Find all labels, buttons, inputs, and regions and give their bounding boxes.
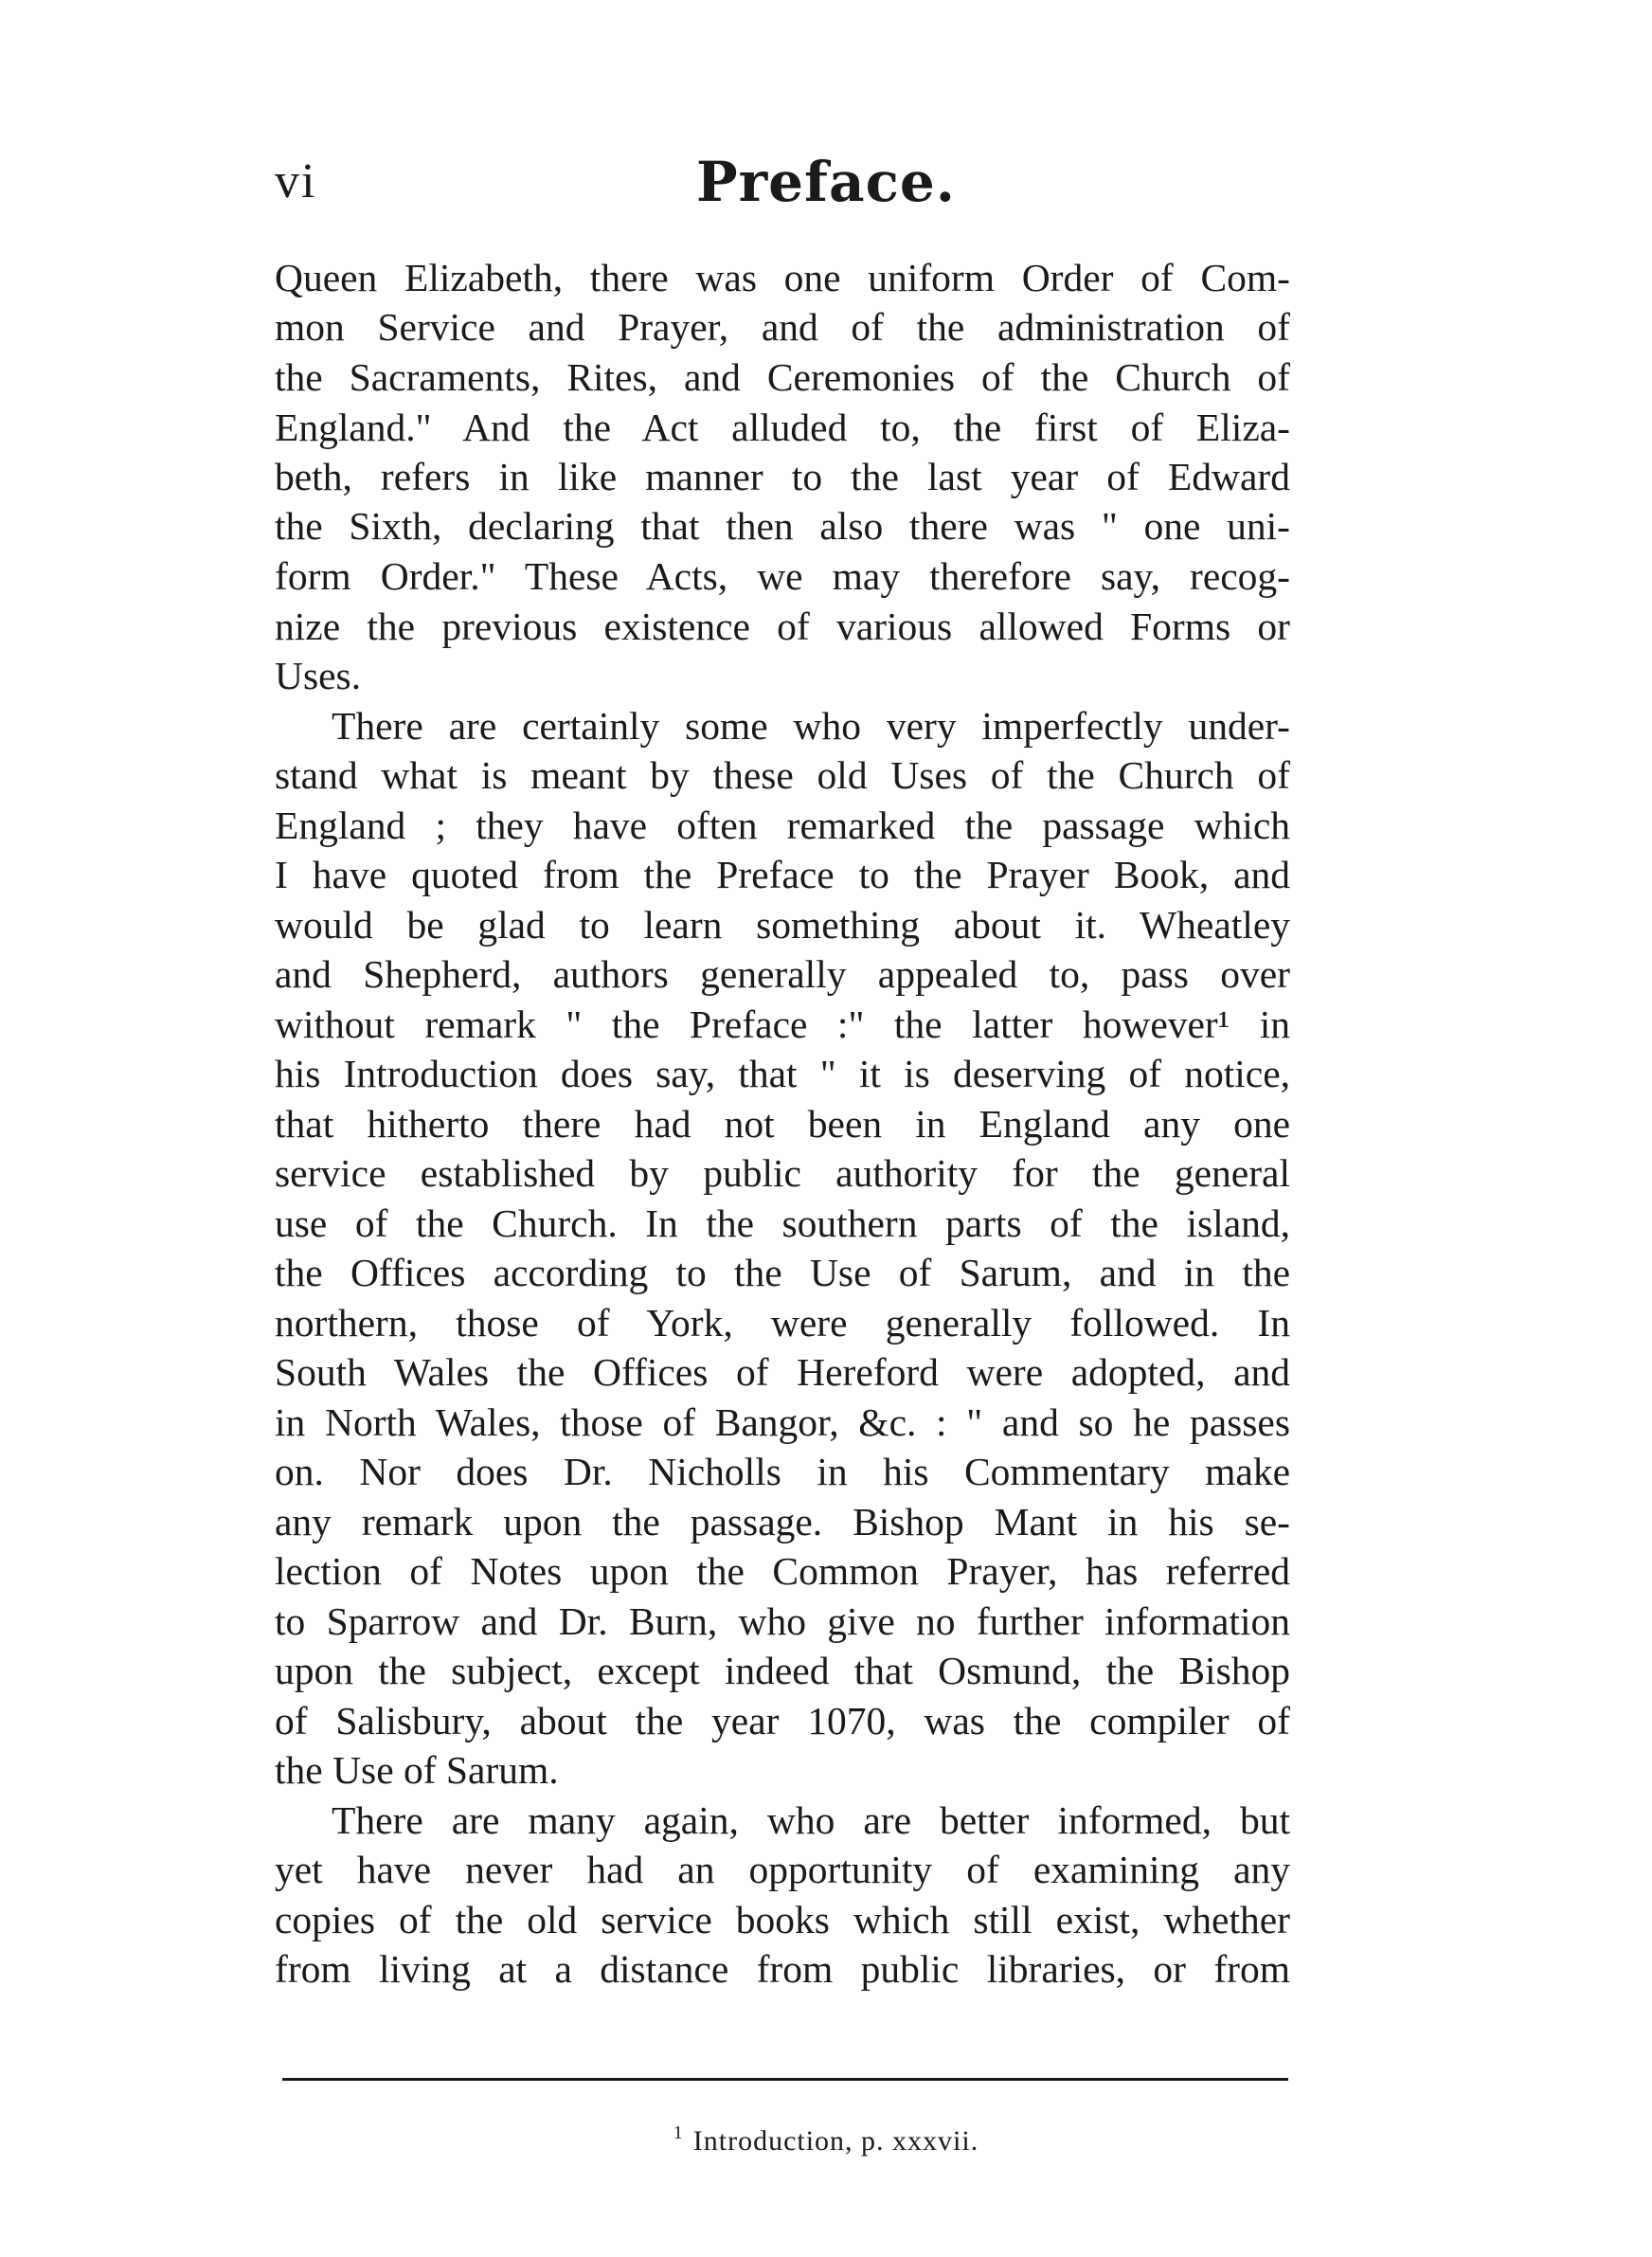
- text-line: on. Nor does Dr. Nicholls in his Commentary make: [275, 1450, 1290, 1493]
- running-title: Preface.: [695, 150, 956, 214]
- text-line: There are certainly some who very imperfectly under-: [332, 704, 1290, 748]
- text-line: copies of the old service books which still exist, whether: [275, 1898, 1290, 1941]
- text-line: any remark upon the passage. Bishop Mant in his se-: [275, 1500, 1290, 1544]
- footnote-marker: 1: [673, 2122, 684, 2143]
- text-line: England ; they have often remarked the passage which: [275, 803, 1290, 847]
- text-line: lection of Notes upon the Common Prayer, has referred: [275, 1549, 1290, 1593]
- footnote: [0, 2122, 1652, 2158]
- text-line: that hitherto there had not been in England any one: [275, 1102, 1290, 1146]
- text-line: form Order." These Acts, we may therefore say, recog-: [275, 554, 1290, 598]
- text-line: and Shepherd, authors generally appealed to, pass over: [275, 952, 1290, 996]
- text-line: beth, refers in like manner to the last year of Edward: [275, 455, 1290, 498]
- page-number: vi: [275, 154, 317, 208]
- text-line: use of the Church. In the southern parts of the island,: [275, 1201, 1290, 1245]
- text-line: northern, those of York, were generally followed. In: [275, 1301, 1290, 1345]
- text-line: in North Wales, those of Bangor, &c. : " and so he passes: [275, 1400, 1290, 1444]
- text-line: upon the subject, except indeed that Osmund, the Bishop: [275, 1649, 1290, 1692]
- text-line: There are many again, who are better informed, but: [332, 1798, 1290, 1842]
- text-line: without remark " the Preface :" the latter however¹ in: [275, 1002, 1290, 1046]
- text-line: nize the previous existence of various allowed Forms or: [275, 605, 1290, 648]
- text-line: South Wales the Offices of Hereford were adopted, and: [275, 1350, 1290, 1394]
- footnote-text: Introduction, p. xxxvii.: [692, 2125, 979, 2157]
- text-line: service established by public authority for the general: [275, 1151, 1290, 1195]
- text-line: to Sparrow and Dr. Burn, who give no further information: [275, 1599, 1290, 1643]
- footnote-divider: [282, 2078, 1288, 2081]
- text-line: England." And the Act alluded to, the first of Eliza-: [275, 406, 1290, 449]
- text-line: the Use of Sarum.: [275, 1748, 559, 1792]
- text-line: yet have never had an opportunity of examining any: [275, 1848, 1290, 1891]
- text-line: from living at a distance from public libraries, or from: [275, 1947, 1290, 1991]
- text-line: of Salisbury, about the year 1070, was the compiler of: [275, 1699, 1290, 1742]
- text-line: the Sacraments, Rites, and Ceremonies of the Church of: [275, 355, 1290, 399]
- text-line: would be glad to learn something about it. Wheatley: [275, 903, 1290, 947]
- text-line: Uses.: [275, 654, 362, 697]
- text-line: his Introduction does say, that " it is deserving of notice,: [275, 1052, 1290, 1095]
- text-line: mon Service and Prayer, and of the administration of: [275, 305, 1290, 349]
- text-line: I have quoted from the Preface to the Prayer Book, and: [275, 853, 1290, 896]
- text-line: the Offices according to the Use of Sarum, and in the: [275, 1251, 1290, 1294]
- text-line: Queen Elizabeth, there was one uniform Order of Com-: [275, 256, 1290, 299]
- text-line: the Sixth, declaring that then also there was " one uni-: [275, 504, 1290, 548]
- text-line: stand what is meant by these old Uses of the Church of: [275, 753, 1290, 797]
